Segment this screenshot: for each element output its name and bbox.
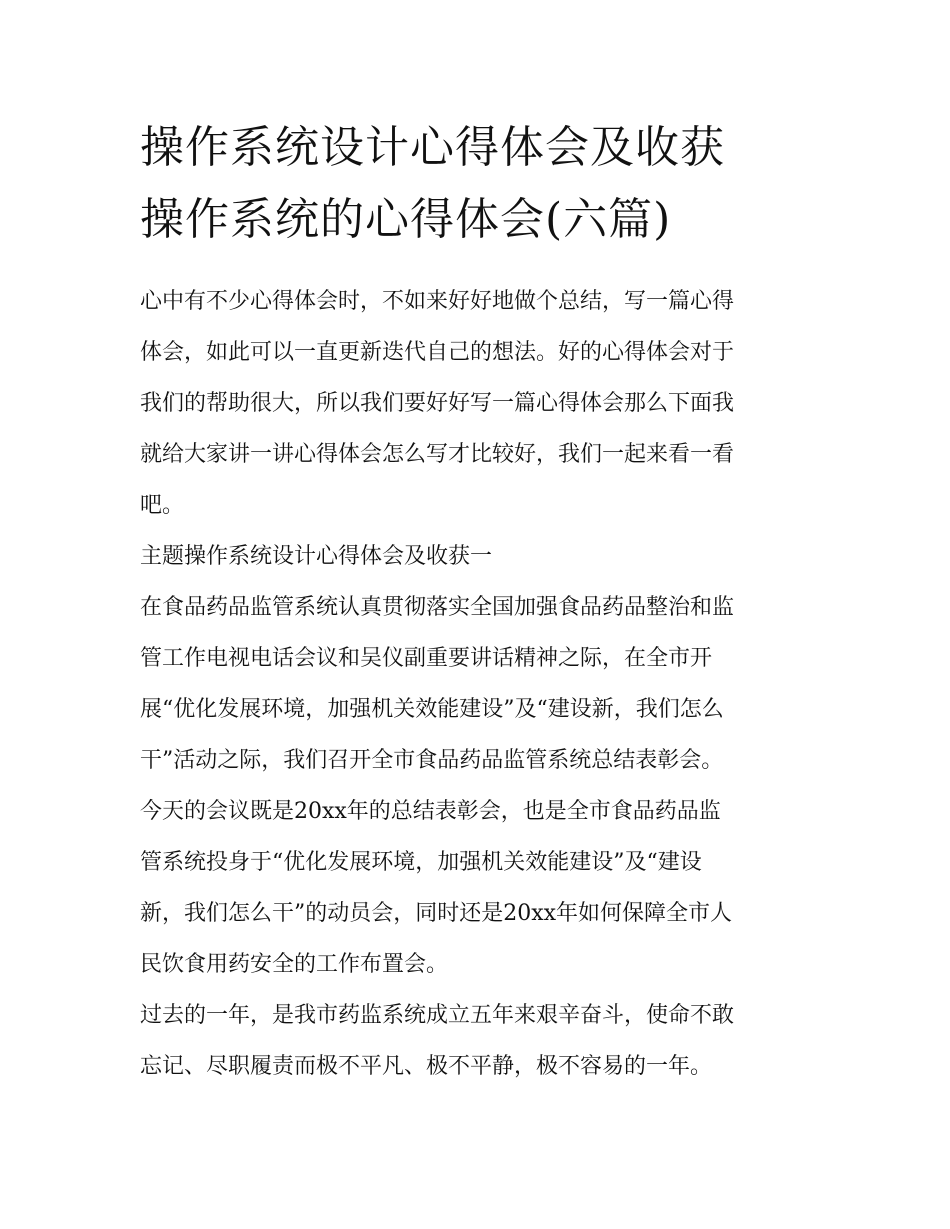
- text-line: 展“优化发展环境，加强机关效能建设”及“建设新，我们怎么: [140, 697, 724, 722]
- text-line: 主题操作系统设计心得体会及收获一: [140, 544, 493, 569]
- text-line: 新，我们怎么干”的动员会，同时还是20xx年如何保障全市人: [140, 901, 733, 926]
- title-line: 操作系统设计心得体会及收获: [140, 122, 725, 173]
- text-line: 管系统投身于“优化发展环境，加强机关效能建设”及“建设: [140, 850, 702, 875]
- section-heading: [140, 531, 814, 582]
- text-line: 忘记、尽职履责而极不平凡、极不平静，极不容易的一年。: [140, 1054, 713, 1079]
- document-title: [140, 112, 820, 256]
- document-body: [140, 276, 814, 1092]
- text-line: 过去的一年，是我市药监系统成立五年来艰辛奋斗，使命不敢: [140, 1003, 735, 1028]
- body-paragraph: [140, 990, 814, 1092]
- body-paragraph: [140, 582, 814, 786]
- title-line: 操作系统的心得体会(六篇): [140, 194, 672, 245]
- text-line: 民饮食用药安全的工作布置会。: [140, 952, 449, 977]
- text-line: 今天的会议既是20xx年的总结表彰会，也是全市食品药品监: [140, 799, 721, 824]
- text-line: 吧。: [140, 493, 185, 518]
- intro-paragraph: [140, 276, 814, 531]
- text-line: 体会，如此可以一直更新迭代自己的想法。好的心得体会对于: [140, 340, 735, 365]
- body-paragraph: [140, 786, 814, 990]
- text-line: 在食品药品监管系统认真贯彻落实全国加强食品药品整治和监: [140, 595, 735, 620]
- text-line: 心中有不少心得体会时，不如来好好地做个总结，写一篇心得: [140, 289, 735, 314]
- text-line: 我们的帮助很大，所以我们要好好写一篇心得体会那么下面我: [140, 391, 735, 416]
- text-line: 干”活动之际，我们召开全市食品药品监管系统总结表彰会。: [140, 748, 724, 773]
- text-line: 管工作电视电话会议和吴仪副重要讲话精神之际，在全市开: [140, 646, 713, 671]
- text-line: 就给大家讲一讲心得体会怎么写才比较好，我们一起来看一看: [140, 442, 735, 467]
